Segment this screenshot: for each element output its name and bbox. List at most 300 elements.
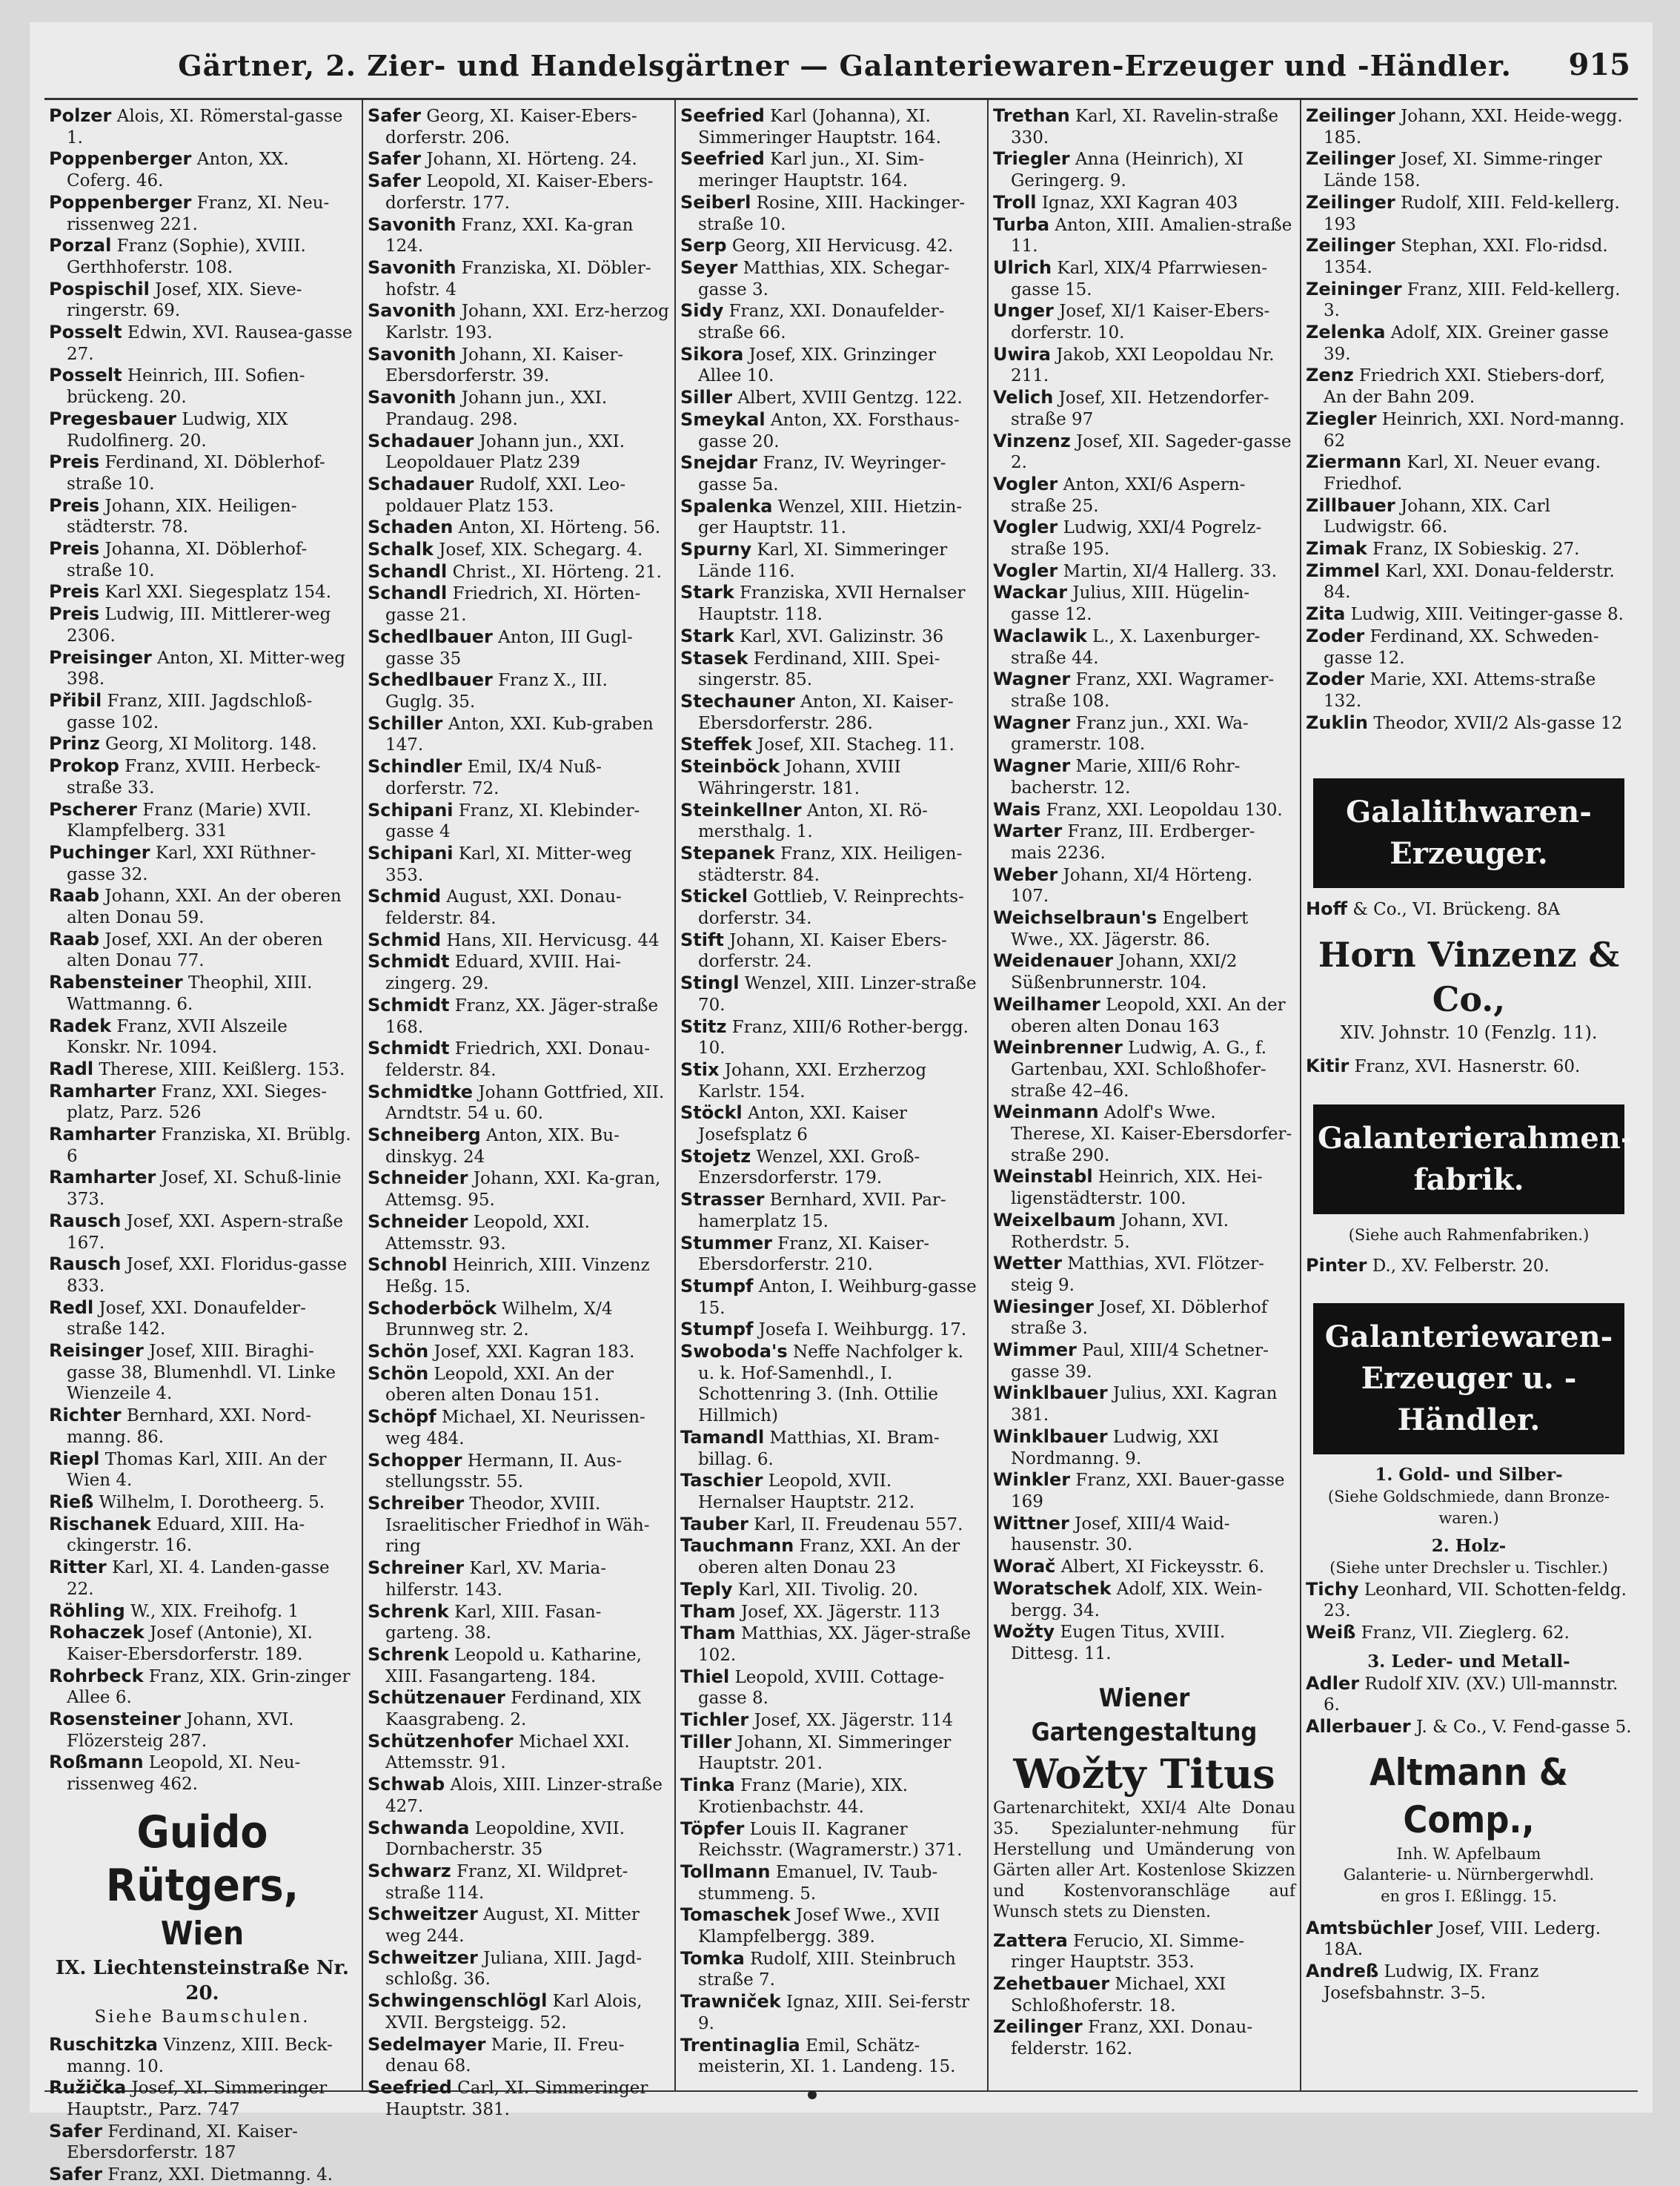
entry-name: Schedlbauer — [368, 669, 493, 691]
ad-altmann-line1: Inh. W. Apfelbaum — [1396, 1844, 1541, 1863]
entry-details: August, XXI. Donau-felderstr. 84. — [385, 887, 622, 929]
entry-name: Turba — [993, 213, 1050, 235]
entry-details: Ignaz, XIII. Sei-ferstr 9. — [698, 1993, 970, 2033]
entry-details: Eduard, XIII. Ha-ckingerstr. 16. — [67, 1514, 305, 1556]
entry-details: Franz, XI. Klebinder-gasse 4 — [385, 801, 640, 842]
entry-details: Karl, II. Freudenau 557. — [754, 1514, 963, 1534]
directory-entry — [49, 690, 356, 733]
directory-page — [30, 22, 1653, 2185]
entry-details: Josefa I. Weihburgg. 17. — [758, 1320, 967, 1340]
directory-entry — [680, 344, 983, 387]
entry-details: Karl, XI. Ravelin-straße 330. — [1011, 107, 1279, 148]
entry-details: Juliana, XIII. Jagd-schloßg. 36. — [385, 1948, 643, 1990]
directory-entry — [993, 300, 1295, 343]
entry-name: Zita — [1306, 603, 1346, 625]
entry-details: Ferdinand, XX. Schweden-gasse 12. — [1324, 626, 1599, 668]
directory-entry — [49, 929, 356, 972]
entry-name: Schrenk — [368, 1600, 449, 1622]
entry-details: Bernhard, XVII. Par-hamerplatz 15. — [698, 1190, 946, 1231]
column-3 — [680, 105, 983, 2107]
entry-name: Tinka — [680, 1775, 735, 1796]
directory-entry — [49, 1210, 356, 1253]
directory-entry — [993, 1102, 1295, 1166]
directory-entry — [49, 148, 356, 191]
directory-entry — [680, 1948, 983, 1991]
entry-details: Leopoldine, XVII. Dornbacherstr. 35 — [385, 1818, 625, 1860]
entry-details: Josef, XI/1 Kaiser-Ebers-dorferstr. 10. — [1011, 302, 1270, 343]
directory-entry — [680, 105, 983, 148]
entry-details: Franz, XXI. An der oberen alten Donau 23 — [698, 1537, 960, 1578]
entry-details: Ferdinand, XI. Kaiser-Ebersdorferstr. 187 — [67, 2122, 298, 2163]
directory-entry — [680, 452, 983, 495]
entry-details: Ludwig, XXI Nordmanng. 9. — [1011, 1427, 1219, 1468]
col2-list — [368, 105, 670, 2120]
entry-name: Schadauer — [368, 430, 474, 451]
entry-name: Schwingenschlögl — [368, 1990, 548, 2012]
directory-entry — [680, 1666, 983, 1709]
directory-entry — [680, 257, 983, 300]
entry-details: Franz, XI. Wildpret-straße 114. — [385, 1861, 628, 1903]
entry-details: Franz, XVII Alszeile Konskr. Nr. 1094. — [67, 1016, 288, 1058]
entry-name: Zattera — [993, 1930, 1068, 1951]
directory-entry — [680, 1535, 983, 1578]
directory-entry — [368, 1644, 670, 1687]
directory-entry — [680, 192, 983, 235]
directory-entry — [368, 1450, 670, 1493]
entry-details: Franz, XIII. Feld-kellerg. 3. — [1324, 279, 1621, 321]
directory-entry — [993, 799, 1295, 821]
entry-details: Franziska, XI. Döbler-hofstr. 4 — [385, 258, 651, 299]
section-galalith-line2: Erzeuger. — [1390, 836, 1548, 872]
entry-details: Theophil, XIII. Wattmanng. 6. — [67, 973, 313, 1014]
entry-name: Polzer — [49, 105, 112, 126]
entry-details: Marie, XIII/6 Rohr-bacherstr. 12. — [1011, 757, 1241, 798]
directory-entry — [1306, 538, 1632, 560]
directory-entry — [1306, 105, 1632, 148]
entry-name: Stark — [680, 625, 734, 646]
entry-name: Stix — [680, 1059, 720, 1080]
entry-details: Franz, XXI. Ka-gran 124. — [385, 215, 634, 256]
directory-entry — [368, 1557, 670, 1600]
entry-name: Wackar — [993, 582, 1068, 603]
directory-entry — [49, 105, 356, 148]
directory-entry — [49, 235, 356, 278]
entry-name: Waclawik — [993, 625, 1087, 646]
entry-details: Julius, XXI. Kagran 381. — [1011, 1384, 1278, 1425]
ad-altmann — [1306, 1749, 1632, 1907]
entry-name: Seiberl — [680, 191, 751, 213]
entry-details: Josef, XII. Stacheg. 11. — [757, 735, 954, 755]
column-2 — [368, 105, 670, 2119]
directory-entry — [680, 1861, 983, 1904]
directory-entry — [680, 1276, 983, 1319]
entry-name: Worač — [993, 1556, 1056, 1577]
entry-name: Tollmann — [680, 1861, 771, 1882]
directory-entry — [1306, 1255, 1632, 1277]
entry-details: Johanna, XI. Döblerhof-straße 10. — [67, 540, 308, 580]
entry-details: W., XIX. Freihofg. 1 — [130, 1601, 299, 1621]
entry-name: Wagner — [993, 669, 1071, 690]
entry-name: Schweitzer — [368, 1947, 478, 1968]
entry-name: Zehetbauer — [993, 1973, 1110, 1995]
ad-horn — [1306, 933, 1632, 1044]
entry-name: Tomaschek — [680, 1904, 791, 1926]
entry-name: Hoff — [1306, 898, 1348, 920]
entry-name: Tauchmann — [680, 1535, 794, 1557]
directory-entry — [1306, 1673, 1632, 1716]
directory-entry — [1306, 1579, 1632, 1622]
entry-name: Vinzenz — [993, 430, 1071, 451]
directory-entry — [993, 582, 1295, 625]
entry-details: Christ., XI. Hörteng. 21. — [452, 562, 662, 582]
entry-name: Weichselbraun's — [993, 907, 1158, 929]
directory-entry — [1306, 669, 1632, 712]
directory-entry — [368, 517, 670, 539]
directory-entry — [1306, 626, 1632, 669]
col1-list — [49, 105, 356, 1795]
directory-entry — [368, 886, 670, 929]
directory-entry — [368, 170, 670, 213]
entry-details: Franz X., III. Guglg. 35. — [385, 671, 608, 712]
entry-name: Stöckl — [680, 1102, 743, 1124]
section-galanterie-line1: Galanteriewaren- — [1324, 1319, 1613, 1355]
directory-entry — [993, 1556, 1295, 1578]
entry-details: Karl, XI. 4. Landen-gasse 22. — [67, 1558, 330, 1599]
entry-name: Ružička — [49, 2077, 127, 2099]
ad-wozty-titus — [993, 1681, 1295, 1923]
entry-details: Karl, XI. Neuer evang. Friedhof. — [1324, 453, 1601, 494]
directory-entry — [680, 496, 983, 539]
entry-details: Marie, II. Freu-denau 68. — [385, 2035, 625, 2076]
entry-name: Troll — [993, 191, 1037, 213]
entry-name: Vogler — [993, 473, 1058, 494]
entry-name: Safer — [368, 105, 422, 126]
entry-details: Rudolf, XXI. Leo-poldauer Platz 153. — [385, 474, 626, 516]
entry-details: Bernhard, XXI. Nord-manng. 86. — [67, 1406, 312, 1447]
entry-details: Karl, XIX/4 Pfarrwiesen-gasse 15. — [1011, 258, 1268, 299]
directory-entry — [49, 1491, 356, 1514]
directory-entry — [680, 1470, 983, 1513]
entry-name: Zimmel — [1306, 560, 1381, 581]
entry-details: Leopold, XXI. An der oberen alten Donau 163 — [1011, 995, 1286, 1036]
directory-entry — [993, 821, 1295, 864]
entry-details: Franz, XI. Neu-rissenweg 221. — [67, 193, 330, 234]
entry-details: Johann, XXI. Heide-wegg. 185. — [1324, 107, 1623, 148]
entry-details: Friedrich XXI. Stiebers-dorf, An der Bahn 209. — [1324, 366, 1605, 408]
entry-name: Preis — [49, 603, 100, 625]
directory-entry — [368, 1731, 670, 1774]
section-rahmen — [1313, 1104, 1633, 1214]
entry-details: Franz, XXI. Dietmanng. 4. — [107, 2165, 333, 2185]
directory-entry — [680, 1233, 983, 1276]
entry-name: Zeilinger — [1306, 105, 1395, 126]
leder-entries-list — [1306, 1673, 1632, 1738]
entry-name: Tamandl — [680, 1426, 765, 1448]
entry-details: Johann jun., XXI. Leopoldauer Platz 239 — [385, 431, 625, 473]
directory-entry — [1306, 235, 1632, 278]
directory-entry — [49, 581, 356, 603]
entry-name: Stift — [680, 929, 724, 950]
directory-entry — [1306, 495, 1632, 538]
directory-entry — [680, 1991, 983, 2034]
entry-details: Anton, XXI/6 Aspern-straße 25. — [1011, 474, 1246, 516]
entry-name: Seefried — [680, 105, 765, 126]
entry-details: Wenzel, XIII. Hietzin-ger Hauptstr. 11. — [698, 497, 963, 538]
directory-entry — [49, 1666, 356, 1709]
entry-name: Stojetz — [680, 1145, 751, 1167]
ad-altmann-line3: en gros I. Eßlingg. 15. — [1381, 1887, 1557, 1906]
entry-name: Roßmann — [49, 1752, 144, 1773]
entry-name: Posselt — [49, 365, 122, 386]
entry-name: Siller — [680, 387, 733, 408]
entry-details: Rudolf XIV. (XV.) Ull-mannstr. 6. — [1324, 1674, 1618, 1715]
entry-details: Eduard, XVIII. Hai-zingerg. 29. — [385, 953, 621, 994]
column-divider — [674, 100, 676, 2090]
entry-name: Zoder — [1306, 625, 1365, 646]
directory-entry — [680, 582, 983, 625]
entry-name: Schneider — [368, 1167, 468, 1189]
entry-details: Franz, XXI. Wagramer-straße 108. — [1011, 670, 1275, 711]
directory-entry — [680, 1623, 983, 1666]
entry-details: Franz, XIII/6 Rother-bergg. 10. — [698, 1017, 969, 1059]
entry-details: Franz, IV. Weyringer-gasse 5a. — [698, 454, 946, 494]
directory-entry — [368, 1406, 670, 1449]
directory-entry — [680, 1818, 983, 1861]
entry-details: Ferdinand, XI. Döblerhof-straße 10. — [67, 453, 325, 494]
entry-details: Neffe Nachfolger k. u. k. Hof-Samenhdl., I. Schottenring 3. (Inh. Ottilie Hillmich) — [698, 1342, 964, 1426]
entry-name: Tomka — [680, 1947, 745, 1969]
entry-details: Leopold, XI. Neu-rissenweg 462. — [67, 1753, 301, 1795]
directory-entry — [993, 1469, 1295, 1512]
entry-name: Schedlbauer — [368, 626, 493, 647]
directory-entry — [368, 1298, 670, 1341]
entry-name: Schöpf — [368, 1406, 436, 1428]
entry-details: Karl (Johanna), XI. Simmeringer Hauptstr. 164. — [698, 107, 942, 148]
entry-name: Redl — [49, 1296, 94, 1318]
directory-entry — [1306, 1716, 1632, 1738]
entry-details: Ludwig, XXI/4 Pogrelz-straße 195. — [1011, 518, 1262, 560]
column-1 — [49, 105, 356, 2185]
directory-entry — [368, 300, 670, 343]
entry-details: Anton, XI. Mitter-weg 398. — [67, 648, 345, 689]
directory-entry — [368, 930, 670, 952]
directory-entry — [993, 1296, 1295, 1339]
entry-name: Riepl — [49, 1448, 100, 1469]
entry-details: Adolf, XIX. Wein-bergg. 34. — [1011, 1579, 1263, 1620]
entry-name: Savonith — [368, 343, 456, 365]
directory-entry — [368, 756, 670, 799]
section-galanterie-line2: Erzeuger u. -Händler. — [1361, 1361, 1577, 1438]
entry-details: Josef, XXI. Kagran 183. — [434, 1342, 635, 1362]
galalith-entries2-list — [1306, 1056, 1632, 1078]
entry-name: Zoder — [1306, 669, 1365, 690]
directory-entry — [368, 474, 670, 517]
entry-name: Ritter — [49, 1557, 107, 1578]
entry-name: Pregesbauer — [49, 408, 177, 429]
entry-details: Anton, XXI. Kub-graben 147. — [385, 714, 654, 755]
entry-details: Friedrich, XI. Hörten-gasse 21. — [385, 584, 641, 626]
entry-name: Uwira — [993, 343, 1051, 365]
directory-entry — [49, 799, 356, 842]
directory-entry — [49, 1124, 356, 1167]
header-rule — [44, 98, 1638, 100]
entry-details: Karl, XXI. Donau-felderstr. 84. — [1324, 561, 1615, 603]
entry-name: Strasser — [680, 1189, 765, 1210]
entry-details: Anton, XX. Forsthaus-gasse 20. — [698, 410, 960, 451]
directory-entry — [368, 214, 670, 257]
directory-entry — [49, 2034, 356, 2077]
entry-details: Anton, XI. Kaiser-Ebersdorferstr. 286. — [698, 692, 954, 733]
leder-entries2-list — [1306, 1918, 1632, 2004]
directory-entry — [49, 538, 356, 581]
entry-details: Josef, XIX. Grinzinger Allee 10. — [698, 345, 937, 386]
entry-name: Savonith — [368, 213, 456, 235]
column-divider — [362, 100, 363, 2090]
entry-name: Steffek — [680, 734, 752, 755]
directory-entry — [1306, 322, 1632, 365]
entry-name: Stickel — [680, 886, 748, 907]
entry-name: Schrenk — [368, 1643, 449, 1665]
entry-details: Karl jun., XI. Sim-meringer Hauptstr. 164. — [698, 150, 925, 191]
entry-name: Radl — [49, 1058, 94, 1079]
entry-details: Friedrich, XXI. Donau-felderstr. 84. — [385, 1039, 650, 1080]
entry-details: Emil, Schätz-meisterin, XI. 1. Landeng. 15. — [698, 2036, 956, 2077]
entry-details: Anton, XXI. Kaiser Josefsplatz 6 — [698, 1104, 908, 1145]
entry-details: Johann, XVI. Flözersteig 287. — [67, 1710, 294, 1751]
entry-details: Anna (Heinrich), XI Geringerg. 9. — [1011, 150, 1244, 191]
column-divider — [987, 100, 989, 2090]
directory-entry — [1306, 408, 1632, 451]
entry-name: Stitz — [680, 1016, 727, 1037]
entry-name: Swoboda's — [680, 1341, 788, 1362]
entry-name: Schipani — [368, 842, 454, 864]
directory-entry — [49, 279, 356, 322]
entry-name: Velich — [993, 387, 1054, 408]
entry-details: Paul, XIII/4 Schetner-gasse 39. — [1011, 1341, 1269, 1382]
entry-details: Josef, XI. Schuß-linie 373. — [67, 1168, 342, 1210]
entry-name: Wittner — [993, 1512, 1069, 1534]
entry-name: Ramharter — [49, 1167, 156, 1188]
directory-entry — [993, 1930, 1295, 1973]
subsection-leder-title: 3. Leder- und Metall- — [1367, 1651, 1570, 1672]
ad-guido-name: Guido Rütgers, — [105, 1806, 299, 1912]
entry-details: Ludwig, A. G., f. Gartenbau, XXI. Schloßhofer-straße 42–46. — [1011, 1039, 1267, 1101]
directory-entry — [680, 886, 983, 929]
entry-details: Karl, XI. Simmeringer Lände 116. — [698, 540, 948, 581]
entry-name: Zelenka — [1306, 322, 1386, 343]
directory-entry — [368, 1125, 670, 1167]
entry-details: Matthias, XVI. Flötzer-steig 9. — [1011, 1254, 1264, 1295]
directory-entry — [1306, 192, 1632, 235]
entry-details: Franz (Marie) XVII. Klampfelberg. 331 — [67, 800, 312, 841]
entry-details: Michael XXI. Attemsstr. 91. — [385, 1732, 630, 1773]
page-number: 915 — [1568, 47, 1630, 82]
entry-details: Johann, XI. Simmeringer Hauptstr. 201. — [698, 1732, 952, 1774]
entry-details: Josef, XI. Simmeringer Hauptstr., Parz. 747 — [67, 2079, 328, 2119]
entry-name: Ramharter — [49, 1124, 156, 1145]
entry-name: Seefried — [680, 148, 765, 170]
entry-details: Leopold, XXI. Attemsstr. 93. — [385, 1212, 590, 1253]
entry-details: Rudolf, XIII. Feld-kellerg. 193 — [1324, 193, 1620, 234]
subsection-gold-note: (Siehe Goldschmiede, dann Bronze-waren.) — [1327, 1487, 1610, 1527]
entry-details: Hans, XII. Hervicusg. 44 — [446, 930, 660, 950]
directory-entry — [993, 1513, 1295, 1556]
entry-name: Ramharter — [49, 1080, 156, 1102]
subsection-holz-title: 2. Holz- — [1431, 1536, 1507, 1557]
directory-entry — [49, 733, 356, 755]
directory-entry — [1306, 1622, 1632, 1644]
entry-name: Adler — [1306, 1672, 1360, 1694]
entry-name: Preis — [49, 451, 100, 473]
page-title: Gärtner, 2. Zier- und Handelsgärtner — Galanteriewaren-Erzeuger und -Händler. — [178, 48, 1512, 82]
entry-details: Ludwig, XIX Rudolfinerg. 20. — [67, 409, 288, 451]
entry-name: Schwarz — [368, 1860, 451, 1881]
entry-details: Hermann, II. Aus-stellungsstr. 55. — [385, 1451, 622, 1492]
directory-entry — [680, 1709, 983, 1732]
entry-details: Franz, IX Sobieskig. 27. — [1372, 540, 1580, 560]
directory-entry — [680, 756, 983, 799]
directory-entry — [993, 214, 1295, 257]
directory-entry — [993, 560, 1295, 583]
entry-details: Karl, XV. Maria-hilferstr. 143. — [385, 1559, 607, 1600]
entry-name: Stumpf — [680, 1275, 754, 1296]
directory-entry — [680, 1189, 983, 1232]
entry-name: Sikora — [680, 343, 744, 365]
entry-name: Winklbauer — [993, 1382, 1108, 1404]
entry-name: Schmidtke — [368, 1081, 474, 1102]
directory-entry — [680, 1427, 983, 1470]
entry-name: Prokop — [49, 755, 119, 777]
entry-details: Franz (Marie), XIX. Krotienbachstr. 44. — [698, 1776, 909, 1817]
directory-entry — [49, 647, 356, 690]
entry-details: Anton, XI. Rö-mersthalg. 1. — [698, 801, 928, 842]
entry-details: Karl XXI. Siegesplatz 154. — [104, 583, 332, 603]
entry-details: Ignaz, XXI Kagran 403 — [1041, 193, 1238, 213]
entry-name: Stumpf — [680, 1319, 754, 1340]
entry-details: & Co., VI. Brückeng. 8A — [1352, 900, 1560, 920]
entry-details: Rosine, XIII. Hackinger-straße 10. — [698, 193, 966, 234]
directory-entry — [993, 1037, 1295, 1102]
directory-entry — [368, 583, 670, 626]
entry-name: Preis — [49, 494, 100, 516]
directory-entry — [993, 474, 1295, 517]
directory-entry — [49, 1622, 356, 1665]
directory-entry — [680, 843, 983, 886]
entry-details: Franz, XIX. Heiligen-städterstr. 84. — [698, 844, 963, 885]
entry-name: Stechauner — [680, 690, 795, 712]
directory-entry — [368, 669, 670, 712]
directory-entry — [368, 2077, 670, 2120]
column-5 — [1306, 105, 1632, 2107]
entry-name: Schiller — [368, 712, 443, 734]
entry-details: Johann, XXI. Erzherzog Karlstr. 154. — [698, 1060, 927, 1102]
entry-name: Savonith — [368, 300, 456, 322]
entry-name: Schipani — [368, 799, 454, 821]
subsection-gold-title: 1. Gold- und Silber- — [1375, 1465, 1563, 1486]
directory-entry — [680, 1579, 983, 1601]
directory-entry — [993, 950, 1295, 993]
directory-entry — [49, 1405, 356, 1448]
directory-entry — [680, 1904, 983, 1947]
directory-entry — [993, 1339, 1295, 1382]
entry-name: Schmidt — [368, 951, 450, 973]
entry-name: Wagner — [993, 755, 1071, 777]
rahmen-entries-list — [1306, 1255, 1632, 1277]
directory-entry — [368, 713, 670, 756]
directory-entry — [368, 561, 670, 583]
entry-details: Engelbert Wwe., XX. Jägerstr. 86. — [1011, 909, 1249, 950]
directory-entry — [368, 1687, 670, 1730]
